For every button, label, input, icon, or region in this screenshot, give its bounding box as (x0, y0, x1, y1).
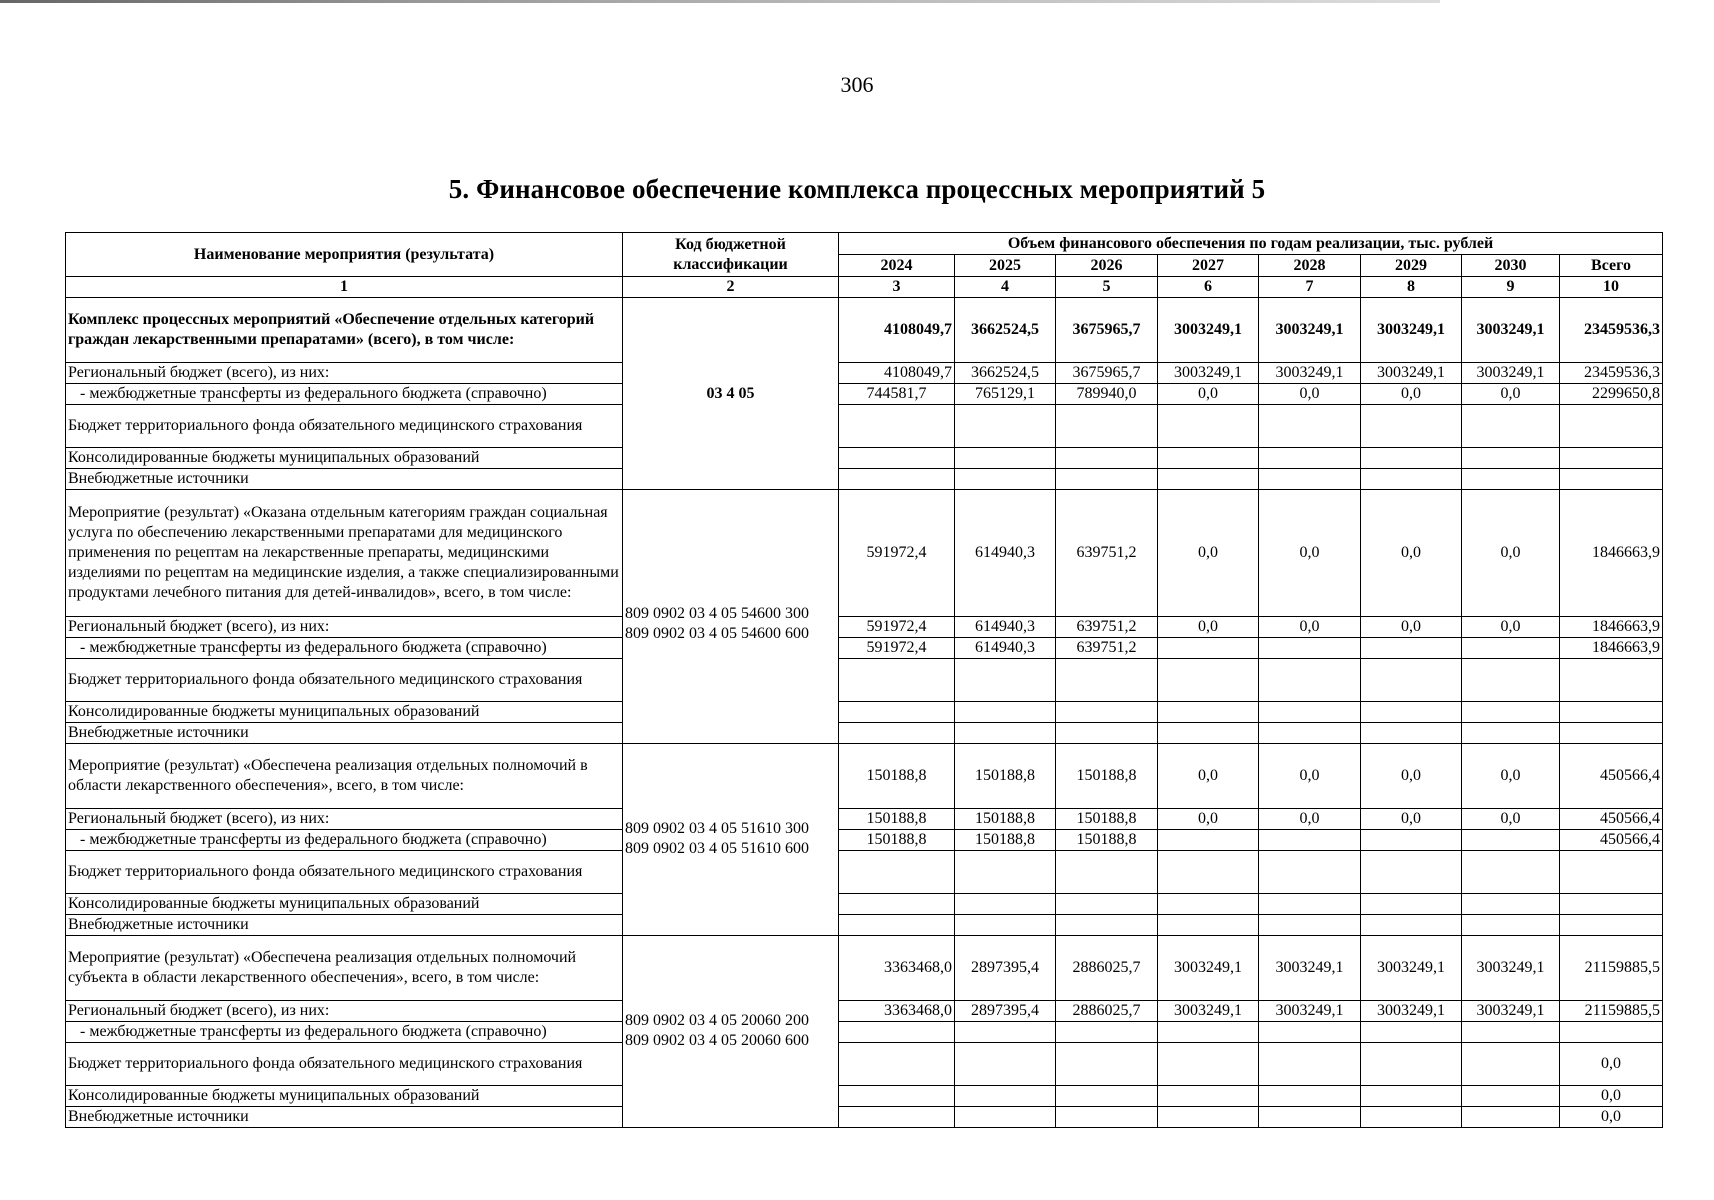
budget-code-line: 809 0902 03 4 05 20060 600 (625, 1032, 809, 1049)
value-cell (1259, 638, 1361, 659)
value-cell (839, 723, 955, 744)
value-cell (1056, 851, 1158, 894)
value-cell: 1846663,9 (1560, 638, 1663, 659)
value-cell: 0,0 (1361, 384, 1462, 405)
value-cell (1259, 1043, 1361, 1086)
value-cell: 1846663,9 (1560, 617, 1663, 638)
value-cell: 450566,4 (1560, 830, 1663, 851)
col-number: 10 (1560, 277, 1663, 298)
value-cell: 744581,7 (839, 384, 955, 405)
header-year: 2025 (955, 255, 1056, 277)
value-cell (1158, 405, 1259, 448)
table-row (66, 298, 1663, 363)
value-cell (839, 448, 955, 469)
value-cell (1259, 851, 1361, 894)
value-cell: 3003249,1 (1361, 298, 1462, 363)
value-cell (955, 851, 1056, 894)
value-cell (1361, 1107, 1462, 1128)
value-cell: 3003249,1 (1259, 298, 1361, 363)
row-name: Мероприятие (результат) «Обеспечена реализация отдельных полномочий субъекта в области лекарственного обеспечения», всего, в том числе: (66, 936, 623, 1001)
value-cell: 591972,4 (839, 490, 955, 617)
value-cell (1056, 723, 1158, 744)
value-cell: 591972,4 (839, 638, 955, 659)
row-name: Мероприятие (результат) «Оказана отдельным категориям граждан социальная услуга по обеспечению лекарственными препаратами для медицинского применения по рецептам на лекарственные препараты, медицинскими изделиями по рецептам на медицинские изделия, а также специализированными продуктами лечебного питания для детей-инвалидов», всего, в том числе: (66, 490, 623, 617)
value-cell: 3675965,7 (1056, 363, 1158, 384)
value-cell: 0,0 (1259, 384, 1361, 405)
value-cell (1158, 830, 1259, 851)
header-name: Наименование мероприятия (результата) (66, 233, 623, 277)
value-cell (1361, 1043, 1462, 1086)
value-cell: 789940,0 (1056, 384, 1158, 405)
value-cell (955, 405, 1056, 448)
value-cell: 0,0 (1462, 617, 1560, 638)
value-cell (1462, 405, 1560, 448)
table-row (66, 384, 1663, 405)
value-cell (1056, 448, 1158, 469)
value-cell (1056, 659, 1158, 702)
value-cell: 3003249,1 (1462, 298, 1560, 363)
value-cell (1259, 1022, 1361, 1043)
value-cell (1560, 915, 1663, 936)
value-cell (1259, 1086, 1361, 1107)
value-cell: 450566,4 (1560, 744, 1663, 809)
col-number: 1 (66, 277, 623, 298)
value-cell: 0,0 (1259, 744, 1361, 809)
row-name: Внебюджетные источники (66, 469, 623, 490)
value-cell (1158, 1043, 1259, 1086)
value-cell: 614940,3 (955, 617, 1056, 638)
header-volume: Объем финансового обеспечения по годам реализации, тыс. рублей (839, 233, 1663, 255)
value-cell: 150188,8 (955, 809, 1056, 830)
value-cell: 450566,4 (1560, 809, 1663, 830)
value-cell (1462, 830, 1560, 851)
row-name: Региональный бюджет (всего), из них: (66, 809, 623, 830)
table-row (66, 723, 1663, 744)
row-name: Консолидированные бюджеты муниципальных образований (66, 894, 623, 915)
table-row (66, 617, 1663, 638)
value-cell: 150188,8 (839, 809, 955, 830)
value-cell (839, 405, 955, 448)
col-number: 2 (623, 277, 839, 298)
value-cell: 3003249,1 (1259, 936, 1361, 1001)
table-row (66, 469, 1663, 490)
value-cell (839, 915, 955, 936)
row-name: Консолидированные бюджеты муниципальных образований (66, 1086, 623, 1107)
value-cell: 23459536,3 (1560, 298, 1663, 363)
header-code: Код бюджетной классификации (623, 233, 839, 277)
value-cell (955, 702, 1056, 723)
value-cell (839, 1043, 955, 1086)
value-cell: 3003249,1 (1259, 363, 1361, 384)
value-cell: 1846663,9 (1560, 490, 1663, 617)
value-cell: 3363468,0 (839, 1001, 955, 1022)
row-name: Консолидированные бюджеты муниципальных образований (66, 702, 623, 723)
value-cell: 3003249,1 (1361, 936, 1462, 1001)
value-cell (1462, 851, 1560, 894)
budget-code-line: 809 0902 03 4 05 54600 600 (625, 625, 809, 642)
value-cell (1056, 1022, 1158, 1043)
table-row (66, 1107, 1663, 1128)
value-cell (1462, 1043, 1560, 1086)
value-cell (1056, 1043, 1158, 1086)
value-cell (1462, 448, 1560, 469)
value-cell: 2886025,7 (1056, 1001, 1158, 1022)
value-cell: 150188,8 (955, 830, 1056, 851)
value-cell (1462, 469, 1560, 490)
value-cell (1158, 723, 1259, 744)
value-cell (1158, 1107, 1259, 1128)
value-cell: 0,0 (1560, 1107, 1663, 1128)
value-cell: 3662524,5 (955, 363, 1056, 384)
value-cell: 21159885,5 (1560, 1001, 1663, 1022)
row-name: Региональный бюджет (всего), из них: (66, 1001, 623, 1022)
value-cell (1462, 1022, 1560, 1043)
value-cell (955, 1043, 1056, 1086)
value-cell: 3003249,1 (1462, 1001, 1560, 1022)
row-name: Внебюджетные источники (66, 1107, 623, 1128)
value-cell: 0,0 (1158, 617, 1259, 638)
value-cell (1158, 448, 1259, 469)
value-cell: 3003249,1 (1158, 936, 1259, 1001)
value-cell: 0,0 (1462, 490, 1560, 617)
value-cell: 3003249,1 (1158, 1001, 1259, 1022)
value-cell: 23459536,3 (1560, 363, 1663, 384)
col-number: 9 (1462, 277, 1560, 298)
value-cell (839, 702, 955, 723)
value-cell: 3363468,0 (839, 936, 955, 1001)
value-cell (1158, 638, 1259, 659)
table-row (66, 659, 1663, 702)
value-cell (1361, 1022, 1462, 1043)
value-cell (1361, 851, 1462, 894)
budget-code-line: 809 0902 03 4 05 54600 300 (625, 605, 809, 622)
value-cell (1361, 894, 1462, 915)
value-cell: 3003249,1 (1158, 363, 1259, 384)
value-cell (839, 894, 955, 915)
table-row (66, 915, 1663, 936)
value-cell (839, 659, 955, 702)
value-cell (1158, 469, 1259, 490)
value-cell (1158, 702, 1259, 723)
budget-code (623, 936, 839, 1128)
col-number: 4 (955, 277, 1056, 298)
value-cell: 3003249,1 (1462, 936, 1560, 1001)
value-cell: 614940,3 (955, 638, 1056, 659)
value-cell (1462, 915, 1560, 936)
row-name: Региональный бюджет (всего), из них: (66, 617, 623, 638)
col-number: 6 (1158, 277, 1259, 298)
value-cell (1259, 723, 1361, 744)
budget-code-line: 809 0902 03 4 05 20060 200 (625, 1012, 809, 1029)
table-row (66, 1001, 1663, 1022)
value-cell (1056, 702, 1158, 723)
value-cell: 2299650,8 (1560, 384, 1663, 405)
value-cell: 21159885,5 (1560, 936, 1663, 1001)
value-cell: 150188,8 (1056, 809, 1158, 830)
table-row (66, 809, 1663, 830)
value-cell (1259, 894, 1361, 915)
value-cell (1158, 894, 1259, 915)
value-cell (1056, 405, 1158, 448)
value-cell (1361, 405, 1462, 448)
value-cell (955, 723, 1056, 744)
value-cell: 4108049,7 (839, 298, 955, 363)
table-row (66, 638, 1663, 659)
row-name: Внебюджетные источники (66, 915, 623, 936)
scan-edge (0, 0, 1440, 3)
value-cell (1056, 1107, 1158, 1128)
header-year: 2030 (1462, 255, 1560, 277)
budget-code (623, 490, 839, 744)
value-cell: 2897395,4 (955, 1001, 1056, 1022)
header-year: 2024 (839, 255, 955, 277)
value-cell: 3675965,7 (1056, 298, 1158, 363)
value-cell: 150188,8 (955, 744, 1056, 809)
row-name: - межбюджетные трансферты из федерального бюджета (справочно) (66, 638, 623, 659)
value-cell (1560, 659, 1663, 702)
value-cell (955, 659, 1056, 702)
value-cell (1259, 1107, 1361, 1128)
value-cell (1259, 448, 1361, 469)
value-cell (955, 1022, 1056, 1043)
value-cell: 0,0 (1259, 490, 1361, 617)
value-cell (955, 915, 1056, 936)
row-name: Бюджет территориального фонда обязательного медицинского страхования (66, 851, 623, 894)
value-cell (1158, 851, 1259, 894)
value-cell: 0,0 (1361, 490, 1462, 617)
value-cell (1361, 659, 1462, 702)
value-cell (955, 1086, 1056, 1107)
value-cell: 0,0 (1462, 384, 1560, 405)
header-total: Всего (1560, 255, 1663, 277)
value-cell (1259, 830, 1361, 851)
value-cell (1361, 638, 1462, 659)
value-cell (1560, 702, 1663, 723)
value-cell: 3003249,1 (1361, 1001, 1462, 1022)
value-cell (1560, 851, 1663, 894)
value-cell (1560, 405, 1663, 448)
table-row (66, 1043, 1663, 1086)
value-cell (839, 469, 955, 490)
value-cell: 0,0 (1462, 744, 1560, 809)
value-cell (1462, 723, 1560, 744)
col-number: 3 (839, 277, 955, 298)
table-row (66, 936, 1663, 1001)
value-cell: 2897395,4 (955, 936, 1056, 1001)
row-name: Консолидированные бюджеты муниципальных образований (66, 448, 623, 469)
value-cell (839, 1107, 955, 1128)
value-cell (839, 1086, 955, 1107)
value-cell (1259, 405, 1361, 448)
value-cell (1259, 469, 1361, 490)
value-cell: 150188,8 (1056, 744, 1158, 809)
page-number: 306 (840, 72, 874, 97)
value-cell (1462, 659, 1560, 702)
value-cell (1462, 894, 1560, 915)
value-cell (955, 448, 1056, 469)
table-row (66, 490, 1663, 617)
value-cell: 0,0 (1361, 809, 1462, 830)
budget-code-line: 809 0902 03 4 05 51610 600 (625, 840, 809, 857)
value-cell: 0,0 (1158, 490, 1259, 617)
value-cell (1361, 469, 1462, 490)
row-name: Комплекс процессных мероприятий «Обеспечение отдельных категорий граждан лекарственными препаратами» (всего), в том числе: (66, 298, 623, 363)
value-cell (1259, 915, 1361, 936)
value-cell (1158, 915, 1259, 936)
value-cell (955, 469, 1056, 490)
value-cell: 614940,3 (955, 490, 1056, 617)
table-row (66, 448, 1663, 469)
table-row (66, 894, 1663, 915)
value-cell (1462, 1086, 1560, 1107)
header-year: 2026 (1056, 255, 1158, 277)
value-cell: 3003249,1 (1158, 298, 1259, 363)
budget-code (623, 744, 839, 936)
value-cell (1056, 894, 1158, 915)
value-cell (1462, 638, 1560, 659)
value-cell: 0,0 (1158, 744, 1259, 809)
value-cell (1462, 702, 1560, 723)
table-row (66, 1086, 1663, 1107)
col-number: 7 (1259, 277, 1361, 298)
header-year: 2027 (1158, 255, 1259, 277)
value-cell: 150188,8 (1056, 830, 1158, 851)
value-cell (1361, 1086, 1462, 1107)
value-cell (1056, 1086, 1158, 1107)
value-cell: 765129,1 (955, 384, 1056, 405)
row-name: - межбюджетные трансферты из федерального бюджета (справочно) (66, 384, 623, 405)
value-cell: 0,0 (1158, 809, 1259, 830)
value-cell (1560, 448, 1663, 469)
value-cell (1560, 723, 1663, 744)
value-cell: 3003249,1 (1462, 363, 1560, 384)
value-cell: 3003249,1 (1259, 1001, 1361, 1022)
financing-table (65, 232, 1663, 1128)
value-cell (955, 1107, 1056, 1128)
value-cell: 639751,2 (1056, 617, 1158, 638)
header-year: 2029 (1361, 255, 1462, 277)
value-cell (1056, 469, 1158, 490)
budget-code-line: 809 0902 03 4 05 51610 300 (625, 820, 809, 837)
table-row (66, 1022, 1663, 1043)
value-cell (955, 894, 1056, 915)
budget-code: 03 4 05 (623, 298, 839, 490)
value-cell: 0,0 (1259, 809, 1361, 830)
value-cell: 3662524,5 (955, 298, 1056, 363)
value-cell (1361, 448, 1462, 469)
value-cell (1259, 702, 1361, 723)
page-title: 5. Финансовое обеспечение комплекса процессных мероприятий 5 (448, 174, 1266, 204)
value-cell (1361, 723, 1462, 744)
row-name: Бюджет территориального фонда обязательного медицинского страхования (66, 659, 623, 702)
value-cell: 4108049,7 (839, 363, 955, 384)
row-name: Бюджет территориального фонда обязательного медицинского страхования (66, 405, 623, 448)
value-cell: 150188,8 (839, 830, 955, 851)
value-cell: 591972,4 (839, 617, 955, 638)
value-cell: 639751,2 (1056, 490, 1158, 617)
value-cell: 0,0 (1158, 384, 1259, 405)
value-cell: 150188,8 (839, 744, 955, 809)
row-name: Внебюджетные источники (66, 723, 623, 744)
value-cell: 0,0 (1462, 809, 1560, 830)
value-cell (1462, 1107, 1560, 1128)
value-cell: 2886025,7 (1056, 936, 1158, 1001)
value-cell (1056, 915, 1158, 936)
value-cell (1158, 1086, 1259, 1107)
value-cell (1158, 1022, 1259, 1043)
value-cell (1560, 469, 1663, 490)
value-cell: 3003249,1 (1361, 363, 1462, 384)
row-name: - межбюджетные трансферты из федерального бюджета (справочно) (66, 830, 623, 851)
value-cell (839, 1022, 955, 1043)
table-row (66, 744, 1663, 809)
table-row (66, 363, 1663, 384)
value-cell: 0,0 (1560, 1043, 1663, 1086)
value-cell: 639751,2 (1056, 638, 1158, 659)
header-year: 2028 (1259, 255, 1361, 277)
row-name: Мероприятие (результат) «Обеспечена реализация отдельных полномочий в области лекарственного обеспечения», всего, в том числе: (66, 744, 623, 809)
col-number: 8 (1361, 277, 1462, 298)
value-cell (1560, 1022, 1663, 1043)
table-row (66, 405, 1663, 448)
value-cell: 0,0 (1259, 617, 1361, 638)
row-name: Бюджет территориального фонда обязательного медицинского страхования (66, 1043, 623, 1086)
value-cell (1361, 915, 1462, 936)
value-cell (1259, 659, 1361, 702)
table-row (66, 830, 1663, 851)
value-cell (1361, 830, 1462, 851)
value-cell: 0,0 (1560, 1086, 1663, 1107)
value-cell (839, 851, 955, 894)
value-cell: 0,0 (1361, 744, 1462, 809)
row-name: Региональный бюджет (всего), из них: (66, 363, 623, 384)
col-number: 5 (1056, 277, 1158, 298)
table-row (66, 851, 1663, 894)
value-cell (1361, 702, 1462, 723)
row-name: - межбюджетные трансферты из федерального бюджета (справочно) (66, 1022, 623, 1043)
value-cell: 0,0 (1361, 617, 1462, 638)
table-row (66, 702, 1663, 723)
value-cell (1560, 894, 1663, 915)
value-cell (1158, 659, 1259, 702)
